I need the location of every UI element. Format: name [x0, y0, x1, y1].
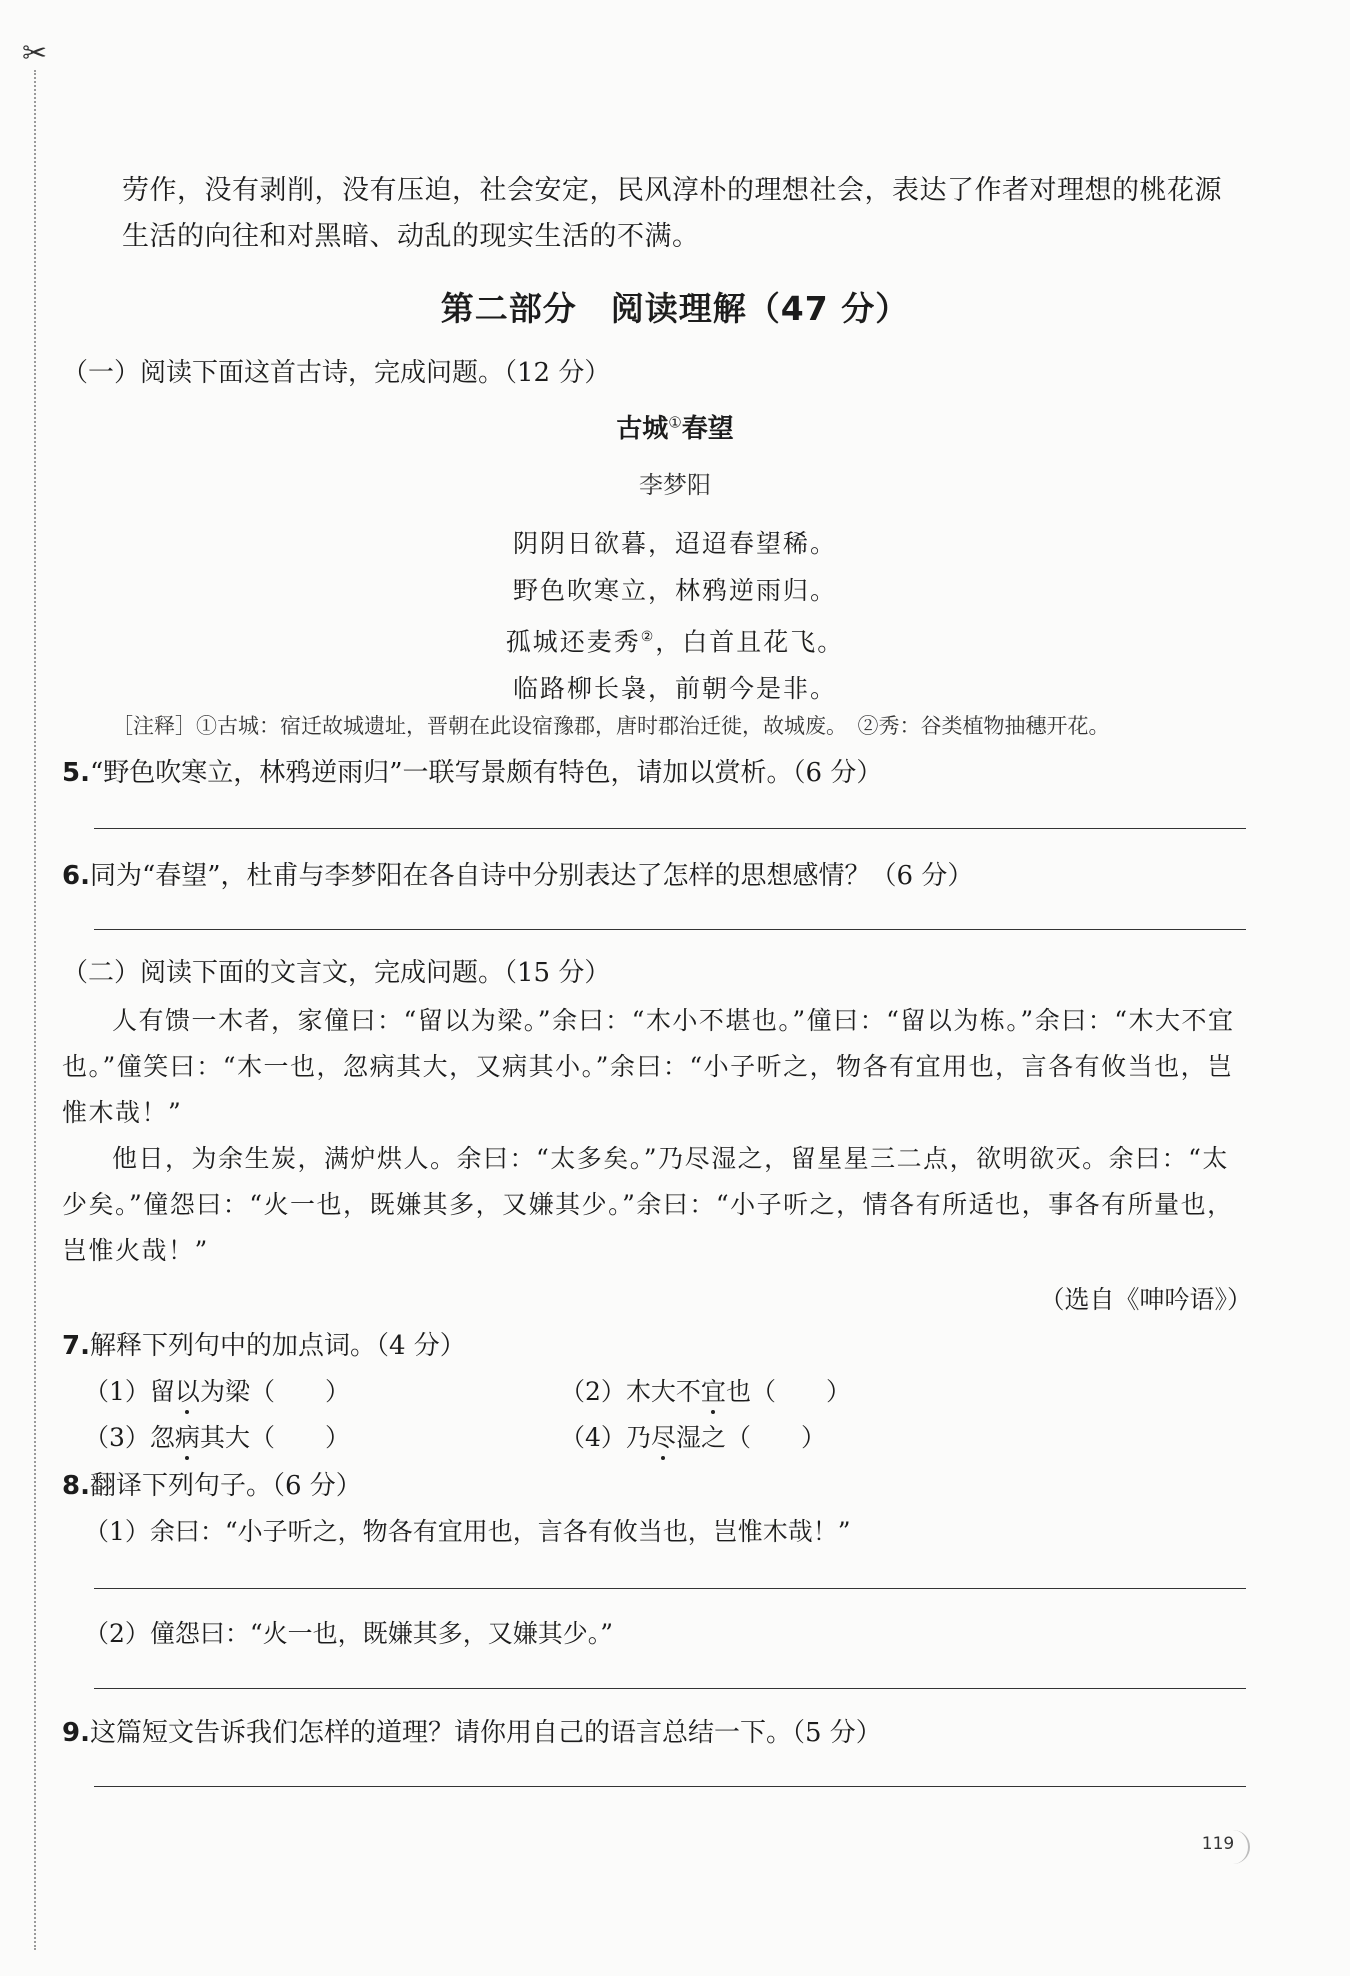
question-7: [62, 1325, 466, 1362]
question-8-item-1: （1）余曰：“小子听之，物各有宜用也，言各有攸当也，岂惟木哉！”: [84, 1517, 851, 1546]
poem-title-note-mark: ①: [668, 413, 682, 432]
item-text-blank: 其大（ ）: [199, 1423, 350, 1452]
cut-line: [34, 70, 36, 1950]
poem-author: 李梦阳: [639, 471, 711, 499]
intro-line-2: 生活的向往和对黑暗、动乱的现实生活的不满。: [122, 221, 700, 252]
question-6: [62, 855, 973, 892]
question-8-item-2: （2）僮怨曰：“火一也，既嫌其多，又嫌其少。”: [84, 1619, 613, 1648]
question-8-number: 8.: [62, 1471, 90, 1501]
dotted-word: 宜: [701, 1372, 726, 1408]
scissors-icon: ✂: [22, 36, 48, 71]
question-9-text: 这篇短文告诉我们怎样的道理？请你用自己的语言总结一下。（5 分）: [89, 1718, 882, 1748]
question-8: [62, 1465, 362, 1502]
poem-title-part-a: 古城: [616, 414, 669, 444]
question-8-item-2-answer-line[interactable]: [94, 1688, 1246, 1689]
question-7-item-1[interactable]: [84, 1372, 350, 1408]
question-7-number: 7.: [62, 1331, 90, 1361]
poem-line-3-a: 孤城还麦秀: [505, 627, 641, 657]
question-9: [62, 1712, 882, 1749]
poem-line-2: 野色吹寒立，林鸦逆雨归。: [512, 576, 837, 605]
part-title: 第二部分 阅读理解（47 分）: [440, 289, 910, 328]
item-label: （3）: [84, 1423, 150, 1452]
question-5-number: 5.: [62, 758, 90, 788]
question-6-number: 6.: [62, 861, 90, 891]
item-text-blank: 为梁（ ）: [199, 1377, 350, 1406]
item-label: （2）: [560, 1377, 626, 1406]
question-7-item-3[interactable]: [84, 1418, 350, 1454]
poem-notes: ［注释］①古城：宿迁故城遗址，晋朝在此设宿豫郡，唐时郡治迁徙，故城废。 ②秀：谷类植物抽穗开花。: [112, 714, 1110, 738]
poem-line-4: 临路柳长袅，前朝今是非。: [512, 674, 837, 704]
item-text: 乃: [625, 1423, 651, 1452]
question-5-answer-line[interactable]: [94, 828, 1246, 829]
passage-source: （选自《呻吟语》）: [1039, 1285, 1252, 1314]
passage-paragraph-1: 人有馈一木者，家僮曰：“留以为梁。”余曰：“木小不堪也。”僮曰：“留以为栋。”余曰：“木大不宜也。”僮笑曰：“木一也，忽病其大，又病其小。”余曰：“小子听之，物各有宜用也，言各有攸当也，岂惟木哉！”: [62, 1006, 1235, 1127]
page-number: 119: [1201, 1834, 1235, 1854]
question-5-text: “野色吹寒立，林鸦逆雨归”一联写景颇有特色，请加以赏析。（6 分）: [89, 758, 883, 788]
question-7-item-4[interactable]: [560, 1418, 826, 1454]
poem-title: [0, 408, 1350, 445]
item-label: （1）: [84, 1377, 150, 1406]
poem-title-part-b: 春望: [681, 414, 734, 444]
question-8-text: 翻译下列句子。（6 分）: [89, 1471, 362, 1501]
dotted-word: 尽: [651, 1418, 676, 1454]
poem-line-3: [0, 614, 1350, 665]
item-text: 木大不: [625, 1377, 701, 1406]
item-text-blank: 也（ ）: [725, 1377, 851, 1406]
item-text-blank: 湿之（ ）: [675, 1423, 826, 1452]
item-label: （4）: [560, 1423, 626, 1452]
classical-passage: [62, 998, 1252, 1274]
section-one-heading: （一）阅读下面这首古诗，完成问题。（12 分）: [62, 358, 611, 388]
section-two-heading: （二）阅读下面的文言文，完成问题。（15 分）: [62, 958, 611, 988]
question-6-answer-line[interactable]: [94, 929, 1246, 930]
poem-line-1: 阴阴日欲暮，迢迢春望稀。: [512, 529, 837, 558]
question-7-item-2[interactable]: [560, 1372, 851, 1408]
question-9-answer-line[interactable]: [94, 1786, 1246, 1787]
passage-paragraph-2: 他日，为余生炭，满炉烘人。余曰：“太多矣。”乃尽湿之，留星星三二点，欲明欲灭。余曰：“太少矣。”僮怨曰：“火一也，既嫌其多，又嫌其少。”余曰：“小子听之，情各有所适也，事各有所量也，岂惟火哉！”: [62, 1144, 1234, 1265]
item-text: 忽: [149, 1423, 175, 1452]
intro-paragraph: [122, 168, 1272, 260]
item-text: 留: [149, 1377, 175, 1406]
question-6-text: 同为“春望”，杜甫与李梦阳在各自诗中分别表达了怎样的思想感情？（6 分）: [89, 861, 974, 891]
question-7-text: 解释下列句中的加点词。（4 分）: [89, 1331, 466, 1361]
question-9-number: 9.: [62, 1718, 90, 1748]
question-8-item-1-answer-line[interactable]: [94, 1588, 1246, 1589]
dotted-word: 病: [175, 1418, 200, 1454]
poem-line-3-b: ，白首且花飞。: [655, 627, 845, 657]
intro-line-1: 劳作，没有剥削，没有压迫，社会安定，民风淳朴的理想社会，表达了作者对理想的桃花源: [122, 175, 1222, 206]
poem-line-3-note-mark: ②: [640, 629, 656, 645]
dotted-word: 以: [175, 1372, 200, 1408]
question-5: [62, 752, 882, 789]
poem-body: [0, 520, 1350, 712]
